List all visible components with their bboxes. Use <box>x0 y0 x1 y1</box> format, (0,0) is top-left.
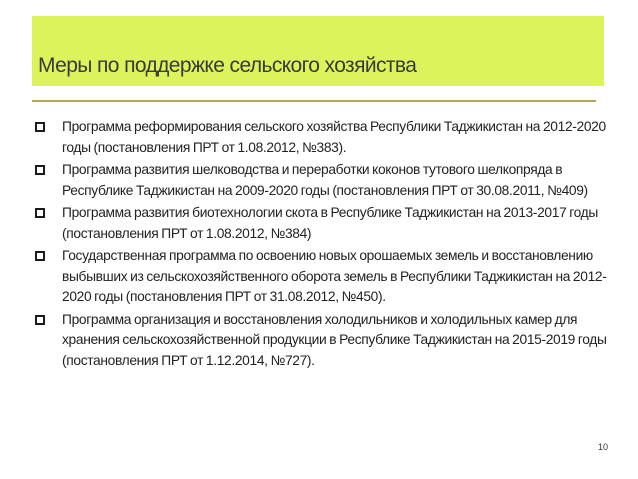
bullet-text: Государственная программа по освоению новых орошаемых земель и восстановлению выбывших из сельскохозяйственного оборота земель в Республики Таджикистан на 2012-2020 годы (постановления ПРТ от 31.08.2012, №450). <box>62 248 607 304</box>
title-band <box>32 16 604 86</box>
bullet-item <box>34 117 610 158</box>
hollow-square-icon <box>35 208 45 218</box>
bullet-item <box>34 310 610 372</box>
bullet-item <box>34 160 610 201</box>
bullet-list <box>34 117 610 373</box>
bullet-item <box>34 246 610 308</box>
bullet-text: Программа развития биотехнологии скота в Республике Таджикистан на 2013-2017 годы (постановления ПРТ от 1.08.2012, №384) <box>62 205 598 241</box>
hollow-square-icon <box>35 251 45 261</box>
hollow-square-icon <box>35 165 45 175</box>
bullet-text: Программа организация и восстановления холодильников и холодильных камер для хранения сельскохозяйственной продукции в Республике Таджикистан на 2015-2019 годы (постановления ПРТ от 1.12.2014, №727). <box>62 311 607 368</box>
hollow-square-icon <box>35 122 45 132</box>
bullet-item <box>34 203 610 244</box>
hollow-square-icon <box>35 315 45 325</box>
bullet-text: Программа развития шелководства и переработки коконов тутового шелкопряда в Республике Таджикистан на 2009-2020 годы (постановления ПРТ от 30.08.2011, №409) <box>62 162 588 198</box>
slide-title: Меры по поддержке сельского хозяйства <box>38 54 417 77</box>
title-divider <box>32 100 596 102</box>
bullet-text: Программа реформирования сельского хозяйства Республики Таджикистан на 2012-2020 годы (постановления ПРТ от 1.08.2012, №383). <box>62 119 606 155</box>
page-number: 10 <box>597 442 608 452</box>
